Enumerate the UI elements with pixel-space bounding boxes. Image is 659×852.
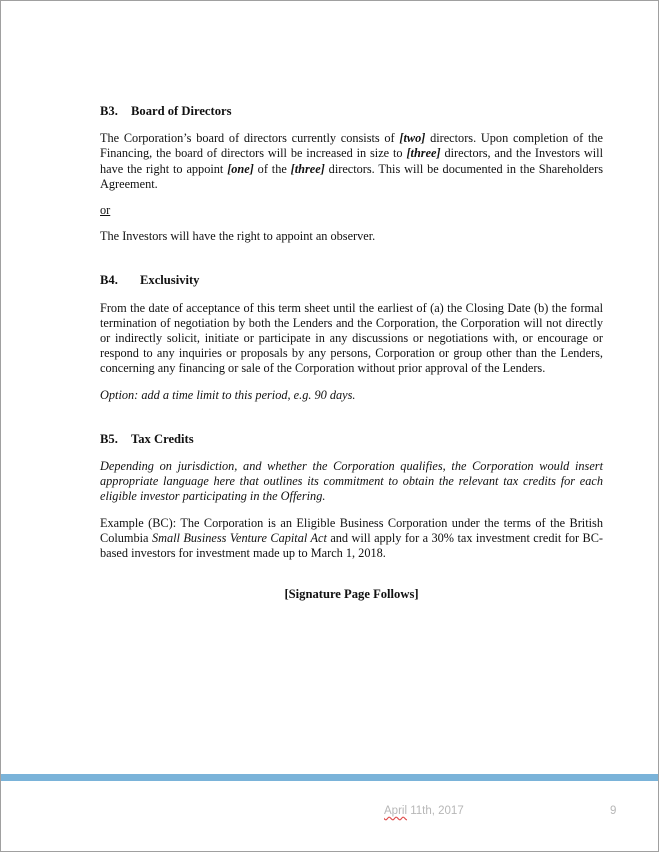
section-b5-example: [100, 516, 603, 562]
text-run: directors. Upon completion of the Financing, the board of directors will be increased in size to: [100, 131, 603, 161]
footer-date-month: April: [384, 805, 408, 817]
page-number: 9: [610, 805, 617, 817]
footer-date: [384, 805, 464, 817]
text-run: directors, and the Investors will have the right to appoint: [100, 146, 603, 176]
section-b3-heading: [100, 104, 603, 119]
text-run: directors. This will be documented in the Shareholders Agreement.: [100, 161, 603, 191]
section-b3-number: B3.: [100, 104, 118, 118]
text-run: of the: [253, 161, 291, 176]
section-b3-title: Board of Directors: [131, 104, 232, 118]
placeholder-one: [one]: [227, 161, 254, 176]
text-run: Example (BC): The Corporation is an Eligible Business Corporation under the terms of the British Columbia: [100, 515, 603, 545]
footer-date-rest: 11th, 2017: [407, 805, 464, 817]
section-b4-heading: [100, 273, 603, 288]
placeholder-two: [two]: [399, 131, 426, 146]
section-b3-observer-paragraph: The Investors will have the right to appoint an observer.: [100, 229, 376, 244]
section-b5-heading: [100, 432, 603, 447]
section-b4-paragraph: From the date of acceptance of this term sheet until the earliest of (a) the Closing Date (b) the formal termination of negotiation by both the Lenders and the Corporation, the Corporation will not directly or indirectly solicit, initiate or participate in any discussions or negotiations with, or encourage or respond to any inquiries or proposals by any persons, Corporation or group other than the Lenders, concerning any financing or sale of the Corporation without prior approval of the Lenders.: [100, 300, 603, 376]
section-b5-instruction: Depending on jurisdiction, and whether the Corporation qualifies, the Corporation would insert appropriate language here that outlines its commitment to obtain the relevant tax credits for each eligible investor participating in the Offering.: [100, 459, 603, 504]
text-run: and will apply for a 30% tax investment credit for BC-based investors for investment made up to March 1, 2018.: [100, 530, 604, 561]
section-b5-title: Tax Credits: [131, 431, 194, 446]
or-separator: or: [100, 203, 111, 218]
section-b4-option: Option: add a time limit to this period, e.g. 90 days.: [100, 387, 356, 402]
act-name: Small Business Venture Capital Act: [151, 530, 327, 545]
text-run: The Corporation’s board of directors currently consists of: [100, 131, 400, 146]
footer-rule: [1, 774, 658, 781]
page-content: [100, 104, 603, 602]
placeholder-three: [three]: [406, 146, 441, 161]
section-b4-title: Exclusivity: [140, 273, 200, 288]
signature-page-notice: [Signature Page Follows]: [284, 587, 419, 602]
section-b5-number: B5.: [100, 431, 118, 446]
section-b4-number: B4.: [100, 273, 118, 288]
placeholder-three: [three]: [290, 161, 325, 176]
section-b3-paragraph: [100, 131, 603, 192]
